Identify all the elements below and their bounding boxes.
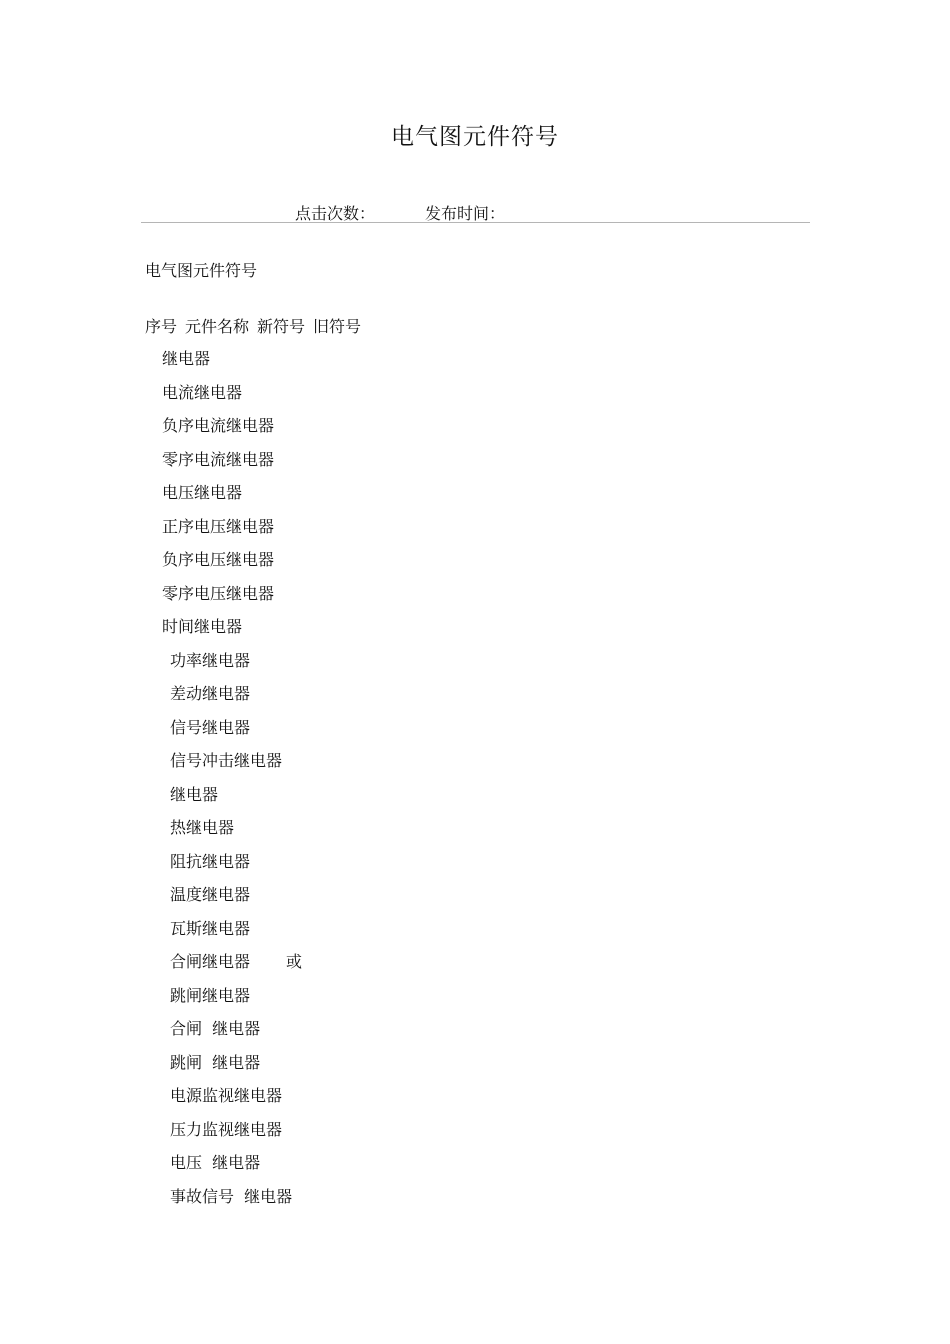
- component-name: 零序电压继电器: [162, 583, 275, 603]
- list-item: [0, 1018, 302, 1052]
- component-name: 合闸 继电器: [170, 1019, 261, 1038]
- list-item: [0, 516, 302, 550]
- component-name: 压力监视继电器: [170, 1119, 283, 1139]
- component-name: 阻抗继电器: [170, 851, 251, 871]
- component-name: 信号继电器: [170, 717, 251, 737]
- list-item: [0, 817, 302, 851]
- list-item: [0, 348, 302, 382]
- component-name: 电源监视继电器: [170, 1086, 283, 1105]
- list-item: [0, 1085, 302, 1119]
- list-item: [0, 918, 302, 952]
- publish-label: 发布时间：: [425, 204, 506, 223]
- header-old-symbol: 旧符号: [313, 317, 362, 336]
- component-name: 差动继电器: [170, 684, 251, 703]
- component-name: 事故信号 继电器: [170, 1186, 293, 1206]
- list-item: [0, 884, 302, 918]
- list-item: [0, 750, 302, 784]
- table-header: [145, 314, 369, 337]
- component-name: 温度继电器: [170, 885, 251, 904]
- list-item: [0, 583, 302, 617]
- list-item: [0, 717, 302, 751]
- header-divider: [141, 222, 810, 223]
- component-name: 零序电流继电器: [162, 449, 275, 469]
- section-heading: 电气图元件符号: [145, 261, 258, 280]
- header-index: 序号: [145, 317, 178, 336]
- component-name: 信号冲击继电器: [170, 751, 283, 770]
- meta-row: [295, 201, 505, 224]
- component-name: 继电器: [170, 784, 219, 804]
- list-item: [0, 1186, 302, 1220]
- list-item: [0, 851, 302, 885]
- component-name: 负序电流继电器: [162, 416, 275, 435]
- list-item: [0, 1119, 302, 1153]
- component-name: 电流继电器: [162, 382, 243, 402]
- component-name: 合闸继电器: [170, 952, 251, 971]
- component-name: 瓦斯继电器: [170, 918, 251, 938]
- list-item: [0, 482, 302, 516]
- component-name: 热继电器: [170, 818, 235, 837]
- header-new-symbol: 新符号: [257, 317, 306, 336]
- component-name: 负序电压继电器: [162, 550, 275, 569]
- list-item: [0, 415, 302, 449]
- page-title: 电气图元件符号: [391, 124, 559, 150]
- list-item: [0, 683, 302, 717]
- list-item: [0, 382, 302, 416]
- component-name: 正序电压继电器: [162, 516, 275, 536]
- component-name: 跳闸继电器: [170, 985, 251, 1005]
- list-item: [0, 985, 302, 1019]
- component-name: 继电器: [162, 349, 211, 368]
- component-note: 或: [286, 952, 303, 971]
- list-item: [0, 1052, 302, 1086]
- component-list: [0, 348, 302, 1219]
- list-item: [0, 784, 302, 818]
- header-component-name: 元件名称: [185, 317, 250, 336]
- component-name: 功率继电器: [170, 650, 251, 670]
- component-name: 跳闸 继电器: [170, 1052, 261, 1072]
- component-name: 时间继电器: [162, 617, 243, 636]
- list-item: [0, 1152, 302, 1186]
- list-item: [0, 650, 302, 684]
- clicks-label: 点击次数：: [295, 204, 376, 223]
- component-name: 电压继电器: [162, 483, 243, 502]
- list-item: [0, 616, 302, 650]
- list-item: [0, 951, 302, 985]
- list-item: [0, 549, 302, 583]
- component-name: 电压 继电器: [170, 1153, 261, 1172]
- list-item: [0, 449, 302, 483]
